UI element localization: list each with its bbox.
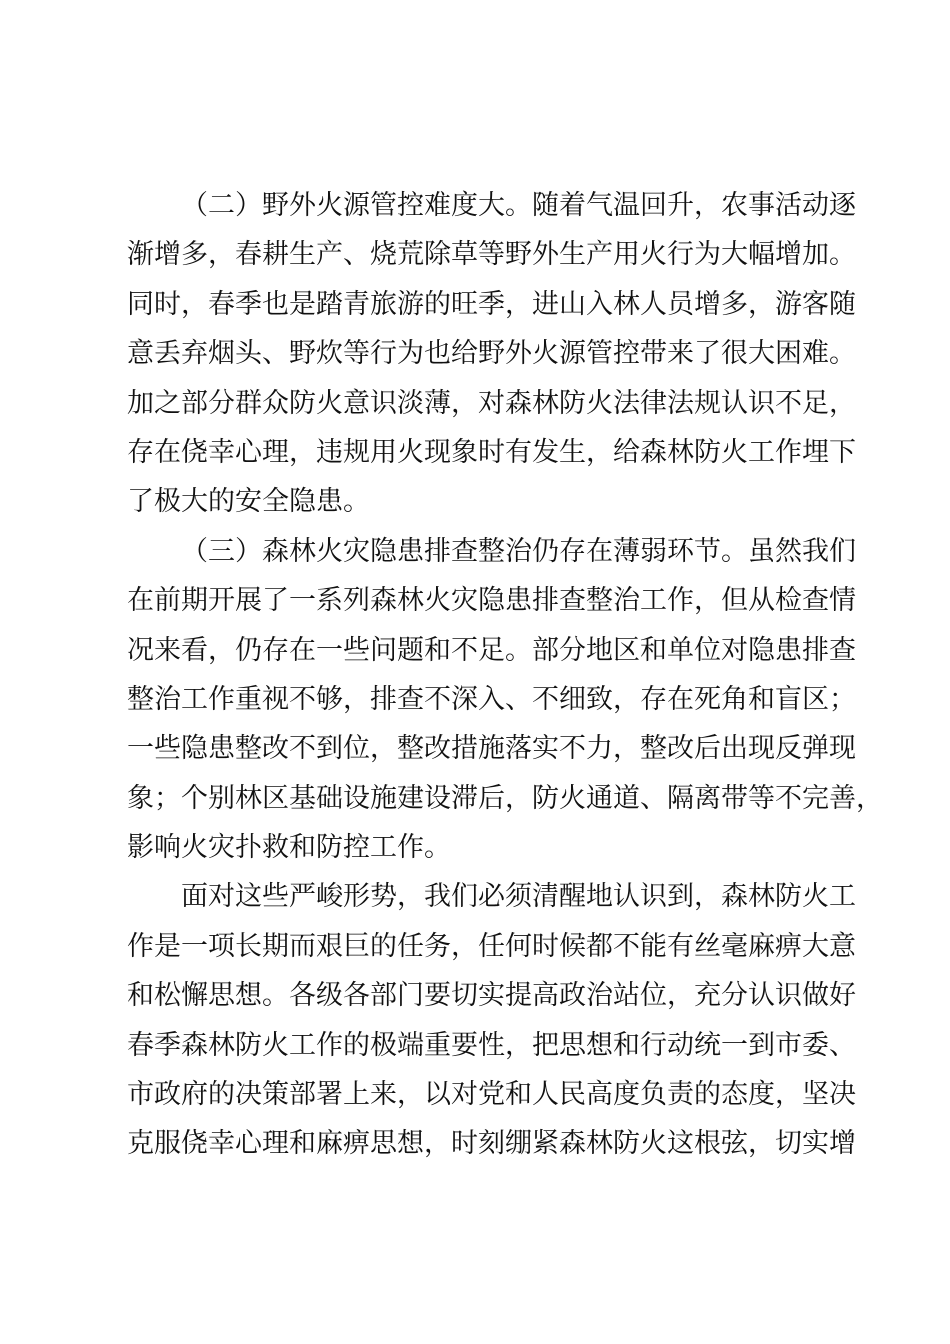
paragraph-2-line: 存在侥幸心理，违规用火现象时有发生，给森林防火工作埋下 [127, 436, 856, 468]
paragraph-3-heading-line: （三）森林火灾隐患排查整治仍存在薄弱环节。虽然我们 [181, 535, 856, 567]
paragraph-4-line: 克服侥幸心理和麻痹思想，时刻绷紧森林防火这根弦，切实增 [127, 1128, 856, 1160]
paragraph-4-line: 作是一项长期而艰巨的任务，任何时候都不能有丝毫麻痹大意 [127, 930, 856, 962]
paragraph-2-line: 加之部分群众防火意识淡薄，对森林防火法律法规认识不足， [127, 387, 856, 419]
paragraph-4-first-line: 面对这些严峻形势，我们必须清醒地认识到，森林防火工 [181, 881, 856, 913]
paragraph-2-line: 意丢弃烟头、野炊等行为也给野外火源管控带来了很大困难。 [127, 338, 856, 370]
paragraph-3-line: 象；个别林区基础设施建设滞后，防火通道、隔离带等不完善， [127, 782, 883, 814]
document-body [127, 181, 883, 1169]
paragraph-2-line: 渐增多，春耕生产、烧荒除草等野外生产用火行为大幅增加。 [127, 239, 856, 271]
paragraph-2-line: 同时，春季也是踏青旅游的旺季，进山入林人员增多，游客随 [127, 288, 856, 320]
paragraph-3-line: 况来看，仍存在一些问题和不足。部分地区和单位对隐患排查 [127, 634, 856, 666]
paragraph-3-last-line: 影响火灾扑救和防控工作。 [127, 832, 451, 864]
paragraph-2-last-line: 了极大的安全隐患。 [127, 486, 370, 518]
paragraph-4-line: 市政府的决策部署上来，以对党和人民高度负责的态度，坚决 [127, 1079, 856, 1111]
paragraph-4-line: 春季森林防火工作的极端重要性，把思想和行动统一到市委、 [127, 1029, 856, 1061]
paragraph-3-line: 一些隐患整改不到位，整改措施落实不力，整改后出现反弹现 [127, 733, 856, 765]
paragraph-4-line: 和松懈思想。各级各部门要切实提高政治站位，充分认识做好 [127, 980, 856, 1012]
paragraph-2-heading-line: （二）野外火源管控难度大。随着气温回升，农事活动逐 [181, 190, 856, 221]
paragraph-3-line: 整治工作重视不够，排查不深入、不细致，存在死角和盲区； [127, 683, 856, 715]
paragraph-3-line: 在前期开展了一系列森林火灾隐患排查整治工作，但从检查情 [127, 585, 856, 617]
